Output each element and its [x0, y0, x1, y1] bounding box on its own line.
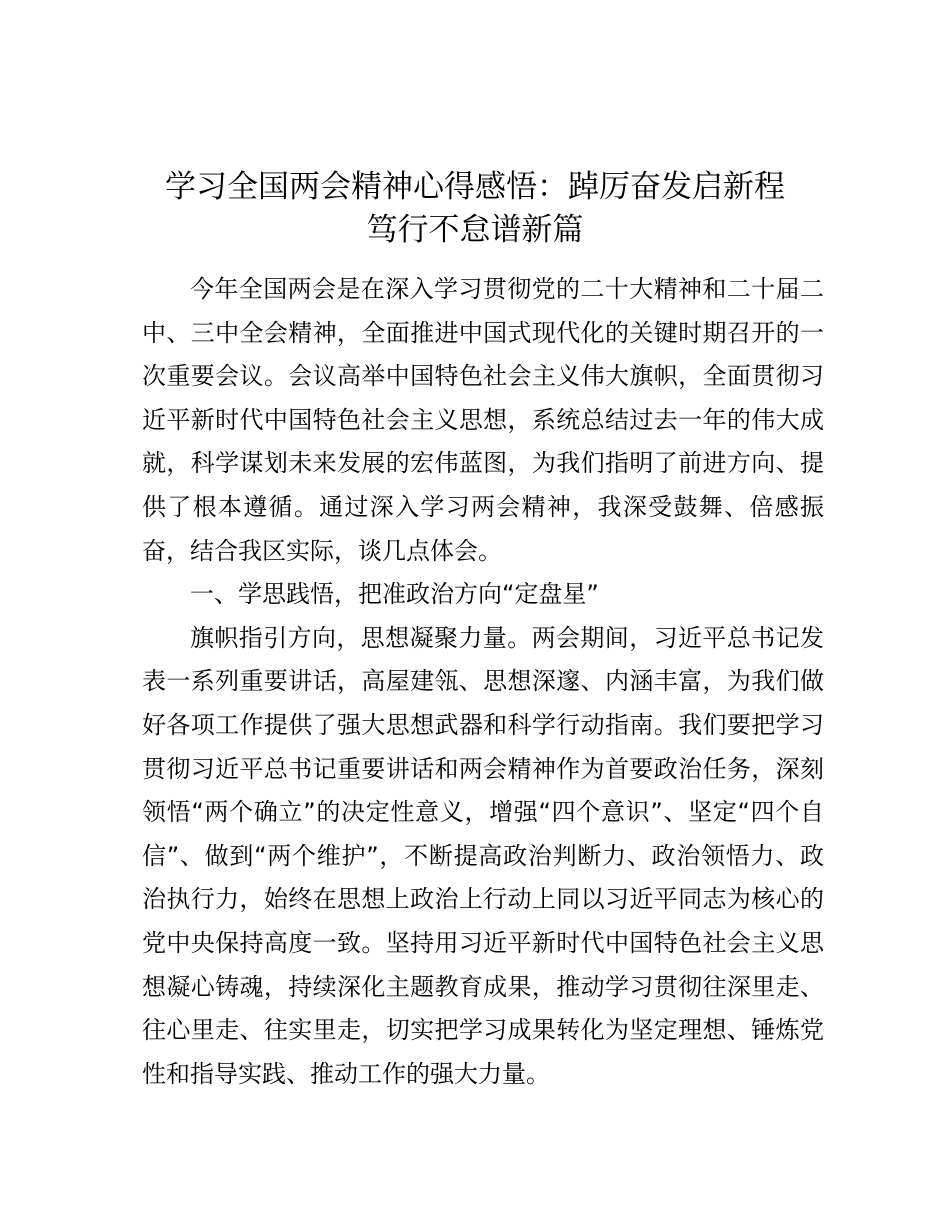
intro-paragraph: 今年全国两会是在深入学习贯彻党的二十大精神和二十届二中、三中全会精神，全面推进中国式现代化的关键时期召开的一次重要会议。会议高举中国特色社会主义伟大旗帜，全面贯彻习近平新时代中国特色社会主义思想，系统总结过去一年的伟大成就，科学谋划未来发展的宏伟蓝图，为我们指明了前进方向、提供了根本遵循。通过深入学习两会精神，我深受鼓舞、倍感振奋，结合我区实际，谈几点体会。 — [142, 275, 824, 565]
document-title — [100, 166, 850, 252]
section-heading: 一、学思践悟，把准政治方向“定盘星” — [190, 580, 599, 609]
title-line-1: 学习全国两会精神心得感悟：踔厉奋发启新程 — [165, 169, 785, 205]
body-paragraph: 旗帜指引方向，思想凝聚力量。两会期间，习近平总书记发表一系列重要讲话，高屋建瓴、思想深邃、内涵丰富，为我们做好各项工作提供了强大思想武器和科学行动指南。我们要把学习贯彻习近平总书记重要讲话和两会精神作为首要政治任务，深刻领悟“两个确立”的决定性意义，增强“四个意识”、坚定“四个自信”、做到“两个维护”，不断提高政治判断力、政治领悟力、政治执行力，始终在思想上政治上行动上同以习近平同志为核心的党中央保持高度一致。坚持用习近平新时代中国特色社会主义思想凝心铸魂，持续深化主题教育成果，推动学习贯彻往深里走、往心里走、往实里走，切实把学习成果转化为坚定理想、锤炼党性和指导实践、推动工作的强大力量。 — [142, 623, 824, 1088]
title-line-2: 笃行不怠谱新篇 — [366, 212, 584, 248]
document-body — [142, 268, 824, 1096]
